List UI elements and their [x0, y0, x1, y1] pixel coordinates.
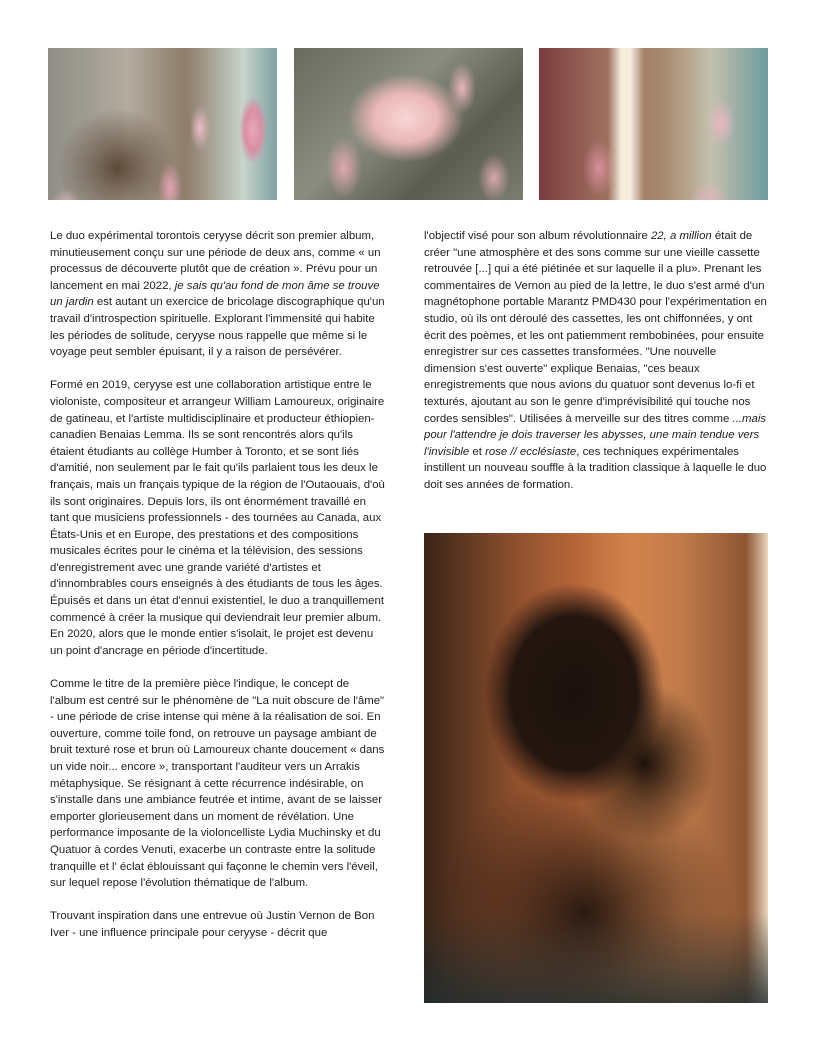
article-right-column [424, 228, 768, 494]
track-title: ...mais pour l'attendre je dois traverser les abysses, une main tendue vers l'invisible [424, 412, 767, 458]
duo-at-piano-photo [424, 533, 768, 1003]
paragraph-text: et [469, 445, 486, 458]
paragraph-text: , ces techniques expérimentales instillent un nouveau souffle à la tradition classique à laquelle le duo doit ses années de formation. [424, 445, 767, 491]
paragraph-cassette [424, 228, 768, 494]
magnolia-window-photo [539, 48, 768, 200]
magnolia-bloom-photo [294, 48, 523, 200]
paragraph-concept: Comme le titre de la première pièce l'indique, le concept de l'album est centré sur le phénomène de "La nuit obscure de l'âme" - une période de crise intense qui mène à la réalisation de soi. En ouverture, comme toile fond, on retrouve un paysage ambiant de bruit texturé rose et brun où Lamoureux chante doucement « dans un vide noir... encore », transportant l'auditeur vers un Arrakis métaphysique. Se résignant à cette récurrence indésirable, on s'installe dans une ambiance feutrée et intime, avant de se laisser emporter glorieusement dans un moment de révélation. Une performance imposante de la violoncelliste Lydia Muchinsky et du Quatuor à cordes Venuti, exacerbe un contraste entre la solitude tranquille et l' éclat éblouissant qui façonne le chemin vers l'éveil, sur lequel repose l'évolution thématique de l'album. [50, 678, 385, 890]
album-title: je sais qu'au fond de mon âme se trouve un jardin [50, 279, 380, 309]
track-title: rose // ecclésiaste [485, 445, 577, 458]
album-title: 22, a million [650, 230, 712, 242]
paragraph-text: est autant un exercice de bricolage discographique qu'un travail d'introspection spirituelle. Explorant l'immensité qui habite les périodes de solitude, ceryyse nous rappelle que même si le voyage peut sembler épuisant, il y a raison de persévérer. [50, 296, 385, 359]
paragraph-intro [50, 228, 385, 361]
article-left-column [50, 228, 385, 942]
paragraph-inspiration: Trouvant inspiration dans une entrevue où Justin Vernon de Bon Iver - une influence principale pour ceryyse - décrit que [50, 910, 375, 939]
magnolia-buds-photo [48, 48, 277, 200]
paragraph-text: Le duo expérimental torontois ceryyse décrit son premier album, minutieusement conçu sur une période de deux ans, comme « un processus de découverte plutôt que de création ». Prévu pour un lancement en mai 2022, [50, 230, 381, 292]
paragraph-history: Formé en 2019, ceryyse est une collaboration artistique entre le violoniste, compositeur et arrangeur William Lamoureux, originaire de gatineau, et l'artiste multidisciplinaire et producteur éthiopien-canadien Benaias Lemma. Ils se sont rencontrés alors qu'ils étaient étudiants au collège Humber à Toronto, et se sont liés d'amitié, non seulement par le fait qu'ils parlaient tous les deux le français, mais un français typique de la région de l'Outaouais, d'où ils sont originaires. Depuis lors, ils ont énormément travaillé en tant que musiciens professionnels - des tournées au Canada, aux États-Unis et en Europe, des prestations et des compositions musicales écrites pour le cinéma et la télévision, des sessions d'enregistrement avec une grande variété d'artistes et d'innombrables cours enseignés à des étudiants de tous les âges. Épuisés et dans un état d'ennui existentiel, le duo a tranquillement commencé à créer la musique qui deviendrait leur premier album. En 2020, alors que le monde entier s'isolait, le projet est devenu un point d'ancrage en période d'incertitude. [50, 379, 385, 657]
paragraph-text: était de créer "une atmosphère et des sons comme sur une vieille cassette retrouvée [...] qui a été piétinée et sur laquelle il a plu». Prenant les commentaires de Vernon au pied de la lettre, le duo s'est armé d'un magnétophone portable Marantz PMD430 pour l'expérimentation en studio, où ils ont déroulé des cassettes, les ont chiffonnées, y ont écrit des poèmes, et les ont patiemment rembobinées, pour ensuite enregistrer sur ces cassettes transformées. "Une nouvelle dimension s'est ouverte" explique Benaias, "ces beaux enregistrements que nous avions du quatuor sont devenus lo-fi et texturés, ajoutant au son le genre d'imprévisibilité qui touche nos cordes sensibles". Utilisées à merveille sur des titres comme [424, 230, 767, 425]
photo-fade [424, 913, 768, 1003]
paragraph-text: l'objectif visé pour son album révolutionnaire [424, 230, 651, 242]
